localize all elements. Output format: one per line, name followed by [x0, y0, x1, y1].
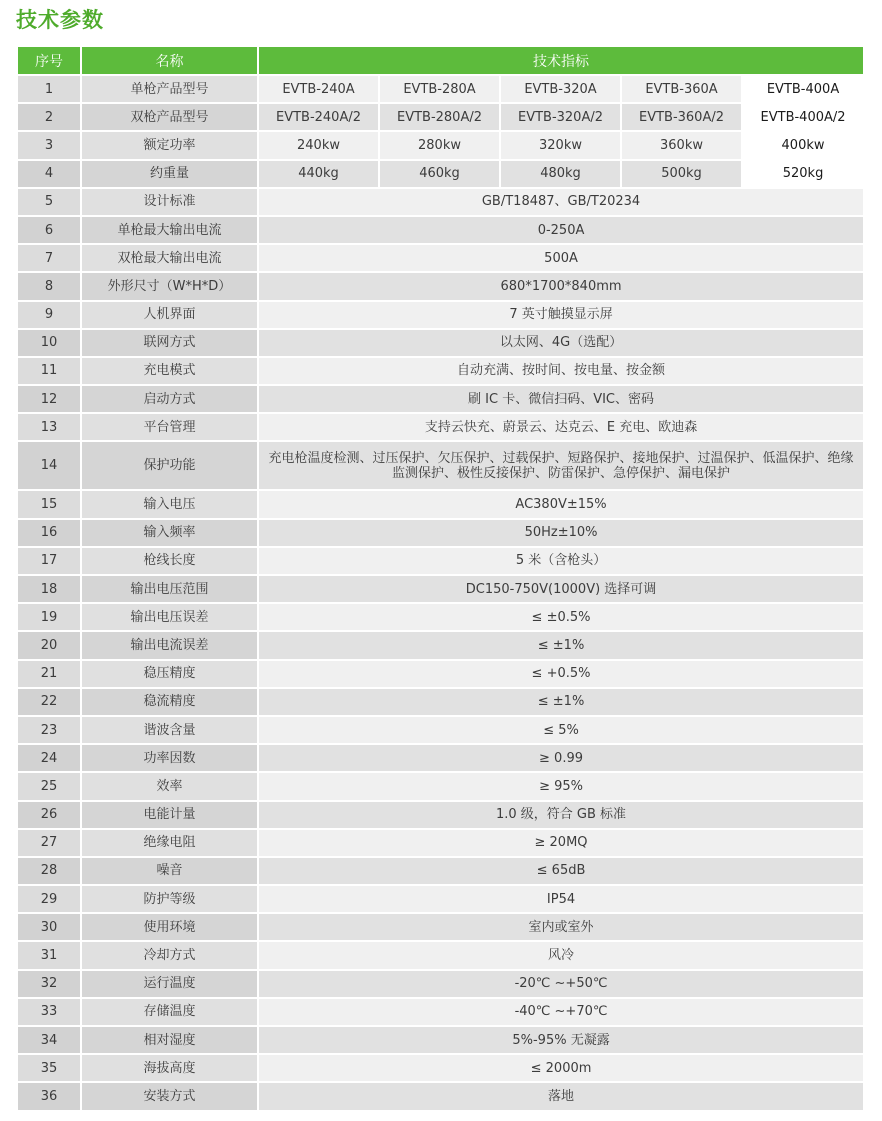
row-name: 双枪最大输出电流	[82, 243, 259, 271]
spec-value: -20℃ ~+50℃	[259, 969, 863, 997]
row-name: 海拔高度	[82, 1053, 259, 1081]
row-name: 稳流精度	[82, 687, 259, 715]
spec-value: 刷 IC 卡、微信扫码、VIC、密码	[259, 384, 863, 412]
row-name: 输出电流误差	[82, 630, 259, 658]
row-index: 7	[18, 243, 82, 271]
table-row	[18, 715, 863, 743]
row-index: 28	[18, 856, 82, 884]
spec-value: 风冷	[259, 940, 863, 968]
spec-value-cell: 400kw	[743, 130, 863, 158]
table-row	[18, 743, 863, 771]
header-spec: 技术指标	[259, 47, 863, 74]
row-name: 双枪产品型号	[82, 102, 259, 130]
row-name: 单枪最大输出电流	[82, 215, 259, 243]
row-name: 联网方式	[82, 328, 259, 356]
row-index: 6	[18, 215, 82, 243]
spec-value-cell: EVTB-360A	[622, 74, 743, 102]
spec-value: 室内或室外	[259, 912, 863, 940]
table-row	[18, 1053, 863, 1081]
row-index: 22	[18, 687, 82, 715]
table-header-row	[18, 47, 863, 74]
spec-value-cell: EVTB-400A/2	[743, 102, 863, 130]
row-name: 谐波含量	[82, 715, 259, 743]
spec-value-cell: 360kw	[622, 130, 743, 158]
table-row	[18, 546, 863, 574]
row-name: 效率	[82, 771, 259, 799]
row-index: 14	[18, 440, 82, 489]
spec-value: 自动充满、按时间、按电量、按金额	[259, 356, 863, 384]
spec-value: -40℃ ~+70℃	[259, 997, 863, 1025]
table-row	[18, 940, 863, 968]
table-row	[18, 630, 863, 658]
row-index: 17	[18, 546, 82, 574]
spec-value-cell: 460kg	[380, 159, 501, 187]
row-name: 绝缘电阻	[82, 828, 259, 856]
row-index: 19	[18, 602, 82, 630]
spec-value: ≥ 20MQ	[259, 828, 863, 856]
row-index: 26	[18, 800, 82, 828]
row-index: 16	[18, 518, 82, 546]
spec-value: DC150-750V(1000V) 选择可调	[259, 574, 863, 602]
spec-value: 7 英寸触摸显示屏	[259, 300, 863, 328]
table-row	[18, 440, 863, 489]
row-name: 使用环境	[82, 912, 259, 940]
spec-value-cell: 440kg	[259, 159, 380, 187]
row-name: 电能计量	[82, 800, 259, 828]
row-name: 输入电压	[82, 489, 259, 517]
row-index: 33	[18, 997, 82, 1025]
row-name: 人机界面	[82, 300, 259, 328]
spec-value-cell: EVTB-320A/2	[501, 102, 622, 130]
row-name: 输入频率	[82, 518, 259, 546]
table-row	[18, 74, 863, 102]
spec-value: GB/T18487、GB/T20234	[259, 187, 863, 215]
spec-value-cell: 320kw	[501, 130, 622, 158]
row-name: 单枪产品型号	[82, 74, 259, 102]
table-row	[18, 412, 863, 440]
table-row	[18, 771, 863, 799]
row-index: 10	[18, 328, 82, 356]
table-row	[18, 328, 863, 356]
row-index: 31	[18, 940, 82, 968]
row-index: 24	[18, 743, 82, 771]
table-row	[18, 800, 863, 828]
row-name: 额定功率	[82, 130, 259, 158]
table-row	[18, 574, 863, 602]
table-row	[18, 356, 863, 384]
row-index: 34	[18, 1025, 82, 1053]
row-name: 约重量	[82, 159, 259, 187]
row-index: 13	[18, 412, 82, 440]
spec-value: 0-250A	[259, 215, 863, 243]
table-row	[18, 243, 863, 271]
row-index: 23	[18, 715, 82, 743]
row-name: 输出电压范围	[82, 574, 259, 602]
row-index: 32	[18, 969, 82, 997]
table-row	[18, 602, 863, 630]
spec-value: AC380V±15%	[259, 489, 863, 517]
spec-value: 充电枪温度检测、过压保护、欠压保护、过载保护、短路保护、接地保护、过温保护、低温保护、绝缘监测保护、极性反接保护、防雷保护、急停保护、漏电保护	[259, 440, 863, 489]
row-name: 外形尺寸（W*H*D）	[82, 271, 259, 299]
table-row	[18, 300, 863, 328]
spec-value: ≤ ±1%	[259, 687, 863, 715]
spec-value-cell: 520kg	[743, 159, 863, 187]
row-name: 安装方式	[82, 1081, 259, 1109]
spec-value: 5 米（含枪头）	[259, 546, 863, 574]
row-index: 25	[18, 771, 82, 799]
table-row	[18, 1025, 863, 1053]
row-index: 29	[18, 884, 82, 912]
row-index: 15	[18, 489, 82, 517]
table-row	[18, 215, 863, 243]
table-row	[18, 518, 863, 546]
table-row	[18, 187, 863, 215]
spec-value: ≥ 95%	[259, 771, 863, 799]
table-row	[18, 884, 863, 912]
row-index: 20	[18, 630, 82, 658]
row-index: 4	[18, 159, 82, 187]
spec-value: ≤ 5%	[259, 715, 863, 743]
table-row	[18, 969, 863, 997]
spec-value: ≤ ±0.5%	[259, 602, 863, 630]
spec-value: 50Hz±10%	[259, 518, 863, 546]
row-index: 5	[18, 187, 82, 215]
row-name: 相对湿度	[82, 1025, 259, 1053]
table-row	[18, 271, 863, 299]
spec-value: 1.0 级，符合 GB 标准	[259, 800, 863, 828]
row-index: 27	[18, 828, 82, 856]
row-index: 11	[18, 356, 82, 384]
table-row	[18, 1081, 863, 1109]
row-index: 9	[18, 300, 82, 328]
row-index: 36	[18, 1081, 82, 1109]
row-index: 30	[18, 912, 82, 940]
table-row	[18, 384, 863, 412]
row-name: 运行温度	[82, 969, 259, 997]
row-name: 功率因数	[82, 743, 259, 771]
table-row	[18, 687, 863, 715]
header-index: 序号	[18, 47, 82, 74]
spec-value: IP54	[259, 884, 863, 912]
table-row	[18, 828, 863, 856]
row-name: 输出电压误差	[82, 602, 259, 630]
row-name: 存储温度	[82, 997, 259, 1025]
spec-value: 支持云快充、蔚景云、达克云、E 充电、欧迪森	[259, 412, 863, 440]
spec-value-cell: EVTB-360A/2	[622, 102, 743, 130]
row-name: 枪线长度	[82, 546, 259, 574]
row-index: 18	[18, 574, 82, 602]
table-row	[18, 659, 863, 687]
table-row	[18, 997, 863, 1025]
row-index: 21	[18, 659, 82, 687]
row-name: 启动方式	[82, 384, 259, 412]
spec-value-cell: EVTB-240A/2	[259, 102, 380, 130]
page-title: 技术参数	[16, 8, 104, 32]
row-index: 1	[18, 74, 82, 102]
row-name: 防护等级	[82, 884, 259, 912]
spec-value: ≤ ±1%	[259, 630, 863, 658]
table-row	[18, 102, 863, 130]
row-name: 充电模式	[82, 356, 259, 384]
header-name: 名称	[82, 47, 259, 74]
row-index: 35	[18, 1053, 82, 1081]
row-index: 8	[18, 271, 82, 299]
spec-value-cell: EVTB-280A/2	[380, 102, 501, 130]
row-index: 12	[18, 384, 82, 412]
spec-value-cell: 500kg	[622, 159, 743, 187]
table-row	[18, 489, 863, 517]
row-name: 冷却方式	[82, 940, 259, 968]
row-name: 噪音	[82, 856, 259, 884]
spec-value: 680*1700*840mm	[259, 271, 863, 299]
spec-value-cell: EVTB-240A	[259, 74, 380, 102]
table-body	[18, 74, 863, 1110]
spec-value: 5%-95% 无凝露	[259, 1025, 863, 1053]
spec-value-cell: 240kw	[259, 130, 380, 158]
spec-value-cell: EVTB-320A	[501, 74, 622, 102]
spec-value-cell: 280kw	[380, 130, 501, 158]
spec-value: 500A	[259, 243, 863, 271]
spec-value: ≥ 0.99	[259, 743, 863, 771]
row-name: 保护功能	[82, 440, 259, 489]
spec-table	[18, 47, 863, 1110]
row-name: 设计标准	[82, 187, 259, 215]
table-row	[18, 856, 863, 884]
table-row	[18, 912, 863, 940]
spec-value-cell: EVTB-400A	[743, 74, 863, 102]
spec-value: 以太网、4G（选配）	[259, 328, 863, 356]
table-row	[18, 130, 863, 158]
table-row	[18, 159, 863, 187]
spec-value: ≤ +0.5%	[259, 659, 863, 687]
spec-value: ≤ 2000m	[259, 1053, 863, 1081]
row-index: 2	[18, 102, 82, 130]
spec-value-cell: 480kg	[501, 159, 622, 187]
spec-value: ≤ 65dB	[259, 856, 863, 884]
spec-value-cell: EVTB-280A	[380, 74, 501, 102]
row-name: 稳压精度	[82, 659, 259, 687]
row-name: 平台管理	[82, 412, 259, 440]
spec-value: 落地	[259, 1081, 863, 1109]
row-index: 3	[18, 130, 82, 158]
